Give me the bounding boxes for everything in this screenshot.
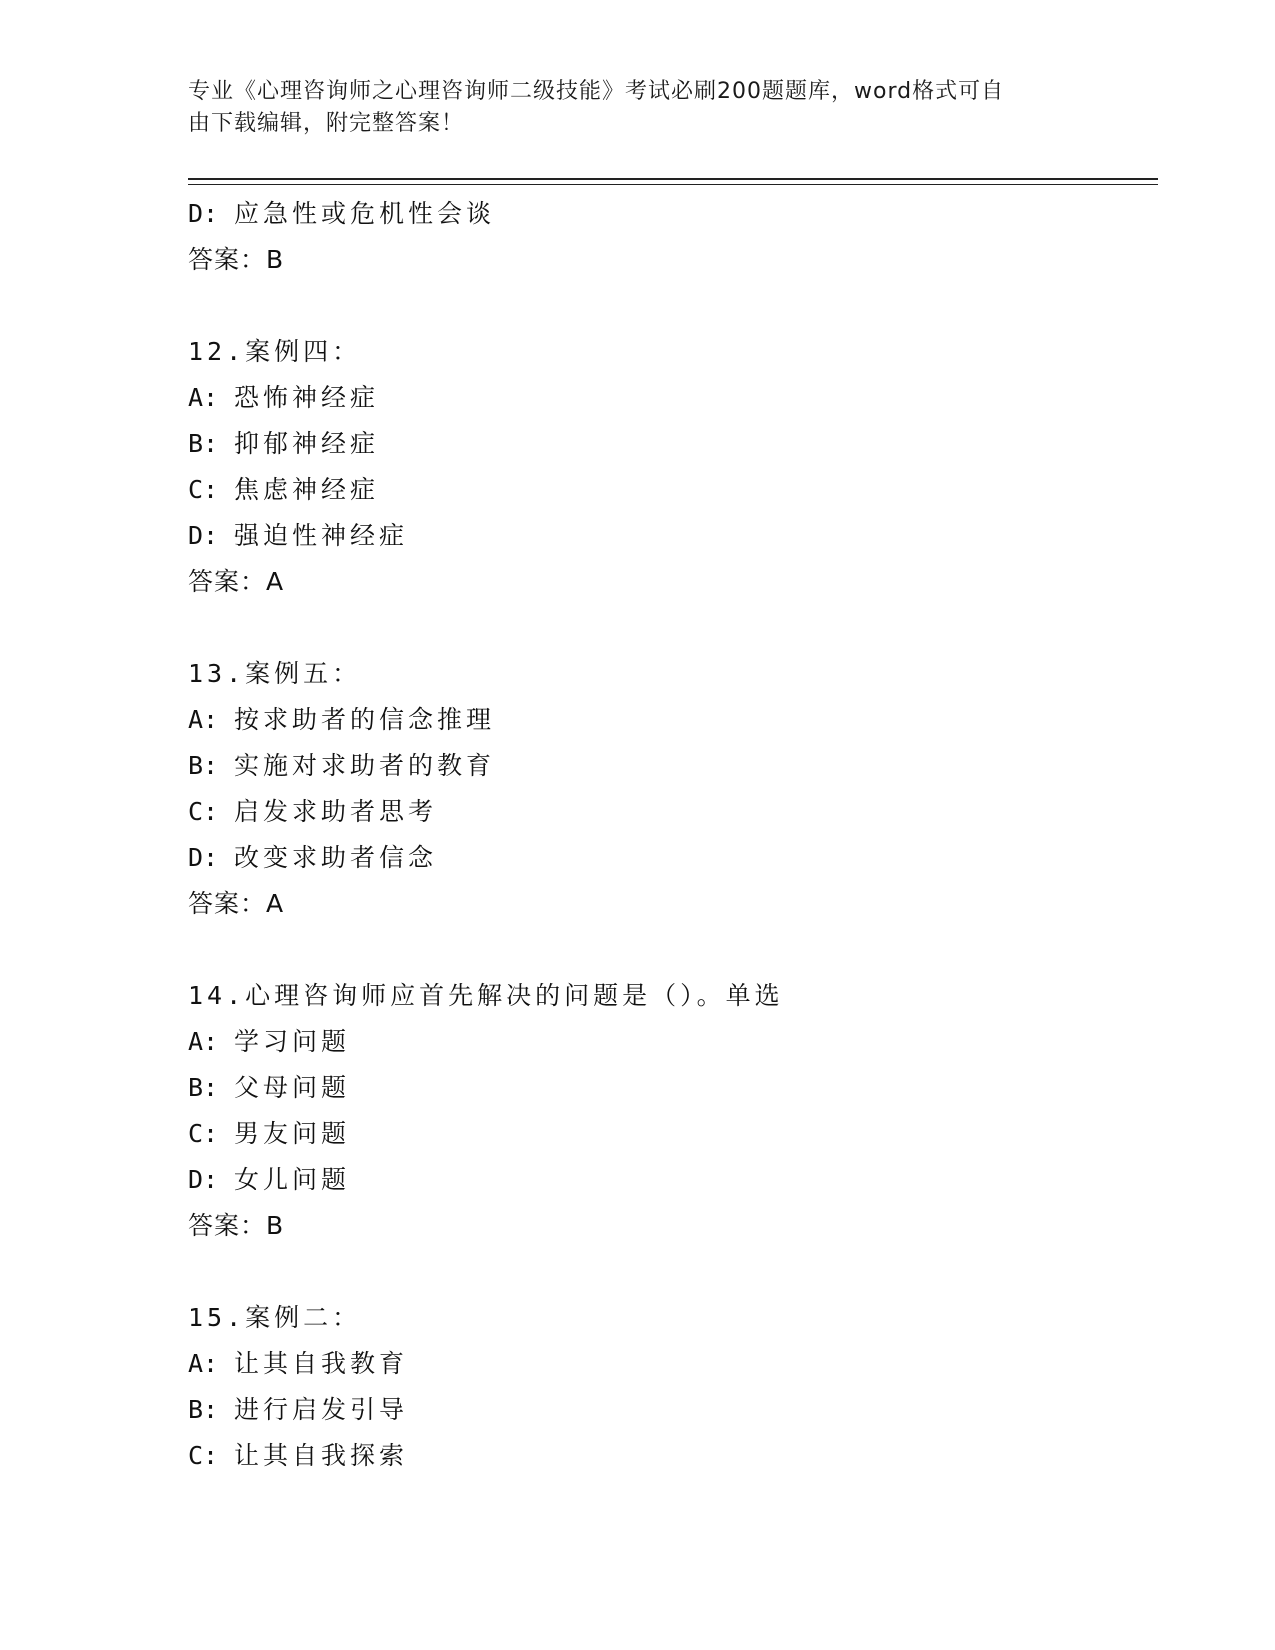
option-c [188, 1433, 1138, 1479]
option-b [188, 1065, 1138, 1111]
option-label: D: [188, 199, 219, 228]
answer-line: 答案：A [188, 567, 285, 596]
option-text: 改变求助者信念 [234, 843, 438, 872]
option-d [188, 1157, 1138, 1203]
answer-line: 答案：B [188, 245, 285, 274]
option-text: 按求助者的信念推理 [234, 705, 496, 734]
option-text: 实施对求助者的教育 [234, 751, 496, 780]
option-text: 让其自我教育 [234, 1349, 409, 1378]
option-text: 焦虑神经症 [234, 475, 380, 504]
question-stem: 13.案例五： [188, 659, 362, 688]
option-c [188, 1111, 1138, 1157]
option-a [188, 1341, 1138, 1387]
option-label: D: [188, 843, 219, 872]
option-d [188, 835, 1138, 881]
option-text: 启发求助者思考 [234, 797, 438, 826]
question-stem: 14.心理咨询师应首先解决的问题是（）。单选 [188, 981, 784, 1010]
option-b [188, 743, 1138, 789]
option-label: B: [188, 1073, 219, 1102]
option-a [188, 375, 1138, 421]
question-stem: 12.案例四： [188, 337, 362, 366]
option-text: 女儿问题 [234, 1165, 351, 1194]
option-c [188, 789, 1138, 835]
option-label: D: [188, 1165, 219, 1194]
option-b [188, 1387, 1138, 1433]
option-text: 学习问题 [234, 1027, 351, 1056]
option-label: D: [188, 521, 219, 550]
option-a [188, 1019, 1138, 1065]
option-label: A: [188, 1349, 219, 1378]
option-c [188, 467, 1138, 513]
option-label: B: [188, 429, 219, 458]
option-text: 抑郁神经症 [234, 429, 380, 458]
header-divider-thin [188, 184, 1158, 185]
option-b [188, 421, 1138, 467]
option-d [188, 191, 1138, 237]
option-label: A: [188, 383, 219, 412]
header-divider-thick [188, 178, 1158, 180]
answer-line: 答案：A [188, 889, 285, 918]
question-stem: 15.案例二： [188, 1303, 362, 1332]
option-text: 进行启发引导 [234, 1395, 409, 1424]
option-a [188, 697, 1138, 743]
option-label: C: [188, 1441, 219, 1470]
option-text: 恐怖神经症 [234, 383, 380, 412]
option-label: C: [188, 1119, 219, 1148]
option-label: A: [188, 705, 219, 734]
option-text: 强迫性神经症 [234, 521, 409, 550]
question-list [188, 191, 1138, 1479]
header-line-2: 由下载编辑，附完整答案！ [188, 111, 465, 136]
option-label: C: [188, 475, 219, 504]
option-text: 男友问题 [234, 1119, 351, 1148]
header-line-1: 专业《心理咨询师之心理咨询师二级技能》考试必刷200题题库，word格式可自 [188, 79, 1005, 104]
option-label: B: [188, 1395, 219, 1424]
option-label: B: [188, 751, 219, 780]
option-text: 应急性或危机性会谈 [234, 199, 496, 228]
option-label: C: [188, 797, 219, 826]
option-d [188, 513, 1138, 559]
option-text: 父母问题 [234, 1073, 351, 1102]
option-label: A: [188, 1027, 219, 1056]
option-text: 让其自我探索 [234, 1441, 409, 1470]
document-header [188, 76, 1088, 140]
answer-line: 答案：B [188, 1211, 285, 1240]
